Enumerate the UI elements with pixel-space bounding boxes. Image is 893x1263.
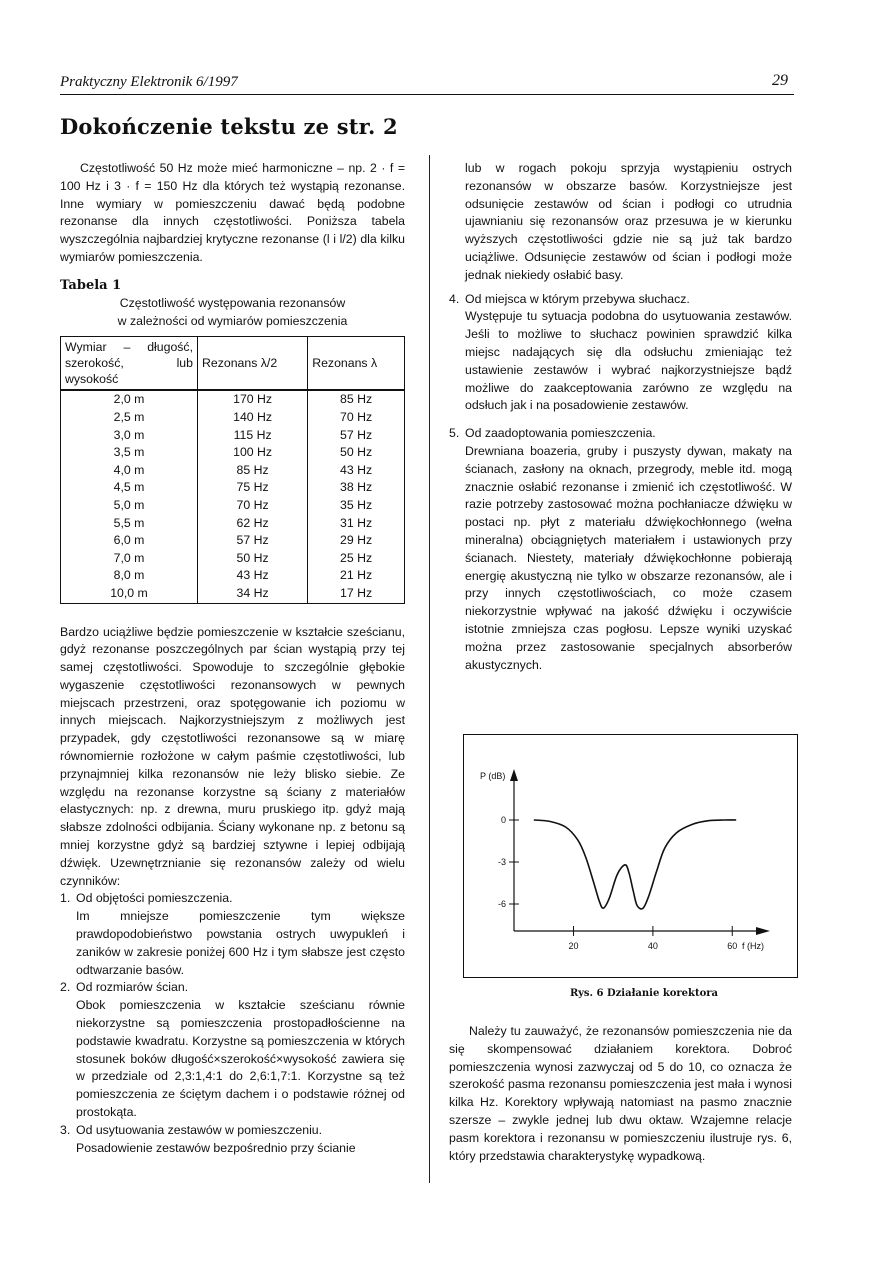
table-row <box>61 479 405 497</box>
list-number: 1. <box>60 891 71 906</box>
list-number: 3. <box>60 1122 71 1137</box>
table-body <box>61 390 405 603</box>
closing-paragraph: Należy tu zauważyć, że rezonansów pomieszczenia nie da się skompensować działaniem korektora. Dobroć pomieszczenia wynosi zazwyczaj od 5 do 10, co oznacza że szerokość pasma rezonansu pomieszczenia jest mała i wynosi kilka Hz. Korektory wpływają natomiast na pasmo znacznie szersze – zwykle jednej lub dwu oktaw. Wzajemne relacje pasm korektora i rezonansu w pomieszczeniu ilustruje rys. 6, który przedstawia charakterystykę wypadkową. <box>449 1024 792 1163</box>
x-axis-label: f (Hz) <box>742 941 764 951</box>
cell-resonance-full: 57 Hz <box>308 427 405 445</box>
cell-dimension: 2,5 m <box>61 409 198 427</box>
x-tick-label: 40 <box>647 941 658 951</box>
resonance-table <box>60 336 405 603</box>
list-item <box>60 1122 405 1158</box>
cell-resonance-full: 17 Hz <box>308 585 405 603</box>
cell-resonance-half: 57 Hz <box>198 532 308 550</box>
table-caption-line-2: w zależności od wymiarów pomieszczenia <box>117 313 348 328</box>
table-row <box>61 390 405 409</box>
x-tick-label: 20 <box>568 941 579 951</box>
list-body: Drewniana boazeria, gruby i puszysty dywan, makaty na ścianach, zasłony na oknach, przegrody, meble itd. mogą znacznie osłabić rezonanse i zmienić ich częstotliwość. W razie potrzeby zastosować można pochłaniacze dźwięku w postaci np. płyt z materiału dźwiękochłonnego (wełna mineralna) obciągniętych materiałem i ustawionych przy ścianach. Niestety, materiały dźwiękochłonne pobierają energię akustyczną nie tylko w obszarze rezonansów, ale i przy innych częstotliwościach, co może czasem niekorzystnie wpływać na jakość dźwięku i oczywiście istotnie zmniejsza czas pogłosu. Lepsze wyniki uzyskać można przez zastosowanie specjalnych absorberów akustycznych. <box>465 443 792 672</box>
table-row <box>61 444 405 462</box>
table-row <box>61 532 405 550</box>
right-column <box>449 160 792 674</box>
cell-resonance-half: 170 Hz <box>198 390 308 409</box>
cell-resonance-full: 31 Hz <box>308 515 405 533</box>
x-axis-arrow <box>756 927 770 935</box>
list-heading: Od objętości pomieszczenia. <box>76 891 233 906</box>
header-resonance-full: Rezonans λ <box>308 337 405 391</box>
list-item <box>60 979 405 1121</box>
list-heading: Od usytuowania zestawów w pomieszczeniu. <box>76 1122 323 1137</box>
cell-dimension: 2,0 m <box>61 390 198 409</box>
cell-dimension: 8,0 m <box>61 567 198 585</box>
table-row <box>61 462 405 480</box>
response-curve <box>534 820 736 909</box>
table-row <box>61 497 405 515</box>
equalizer-chart <box>464 735 797 977</box>
cell-resonance-full: 29 Hz <box>308 532 405 550</box>
cell-resonance-full: 43 Hz <box>308 462 405 480</box>
table-row <box>61 550 405 568</box>
cell-dimension: 3,5 m <box>61 444 198 462</box>
continuation-paragraph: lub w rogach pokoju sprzyja wystąpieniu ostrych rezonansów w obszarze basów. Korzystniejsze jest odsunięcie zestawów od ścian i podłogi co utrudnia ujawnianiu się rezonansów oraz przesuwa je w kierunku wyższych częstotliwości gdzie nie są już tak bardzo uciążliwe. Odsunięcie zestawów od ścian i podłogi może jednak niekiedy osłabić basy. <box>465 161 792 282</box>
cell-dimension: 5,0 m <box>61 497 198 515</box>
cell-resonance-half: 34 Hz <box>198 585 308 603</box>
x-tick-label: 60 <box>727 941 738 951</box>
cell-dimension: 3,0 m <box>61 427 198 445</box>
header-resonance-half: Rezonans λ/2 <box>198 337 308 391</box>
list-item <box>449 291 792 416</box>
cell-resonance-full: 70 Hz <box>308 409 405 427</box>
cell-dimension: 5,5 m <box>61 515 198 533</box>
table-row <box>61 427 405 445</box>
cell-dimension: 10,0 m <box>61 585 198 603</box>
table-caption-line-1: Częstotliwość występowania rezonansów <box>119 295 346 310</box>
closing-paragraph-block <box>449 1023 792 1165</box>
list-heading: Od rozmiarów ścian. <box>76 980 189 995</box>
list-heading: Od zaadoptowania pomieszczenia. <box>465 426 656 441</box>
y-axis-label: P (dB) <box>480 771 506 781</box>
list-item <box>60 890 405 979</box>
y-tick-label: -3 <box>497 857 506 867</box>
list-body: Posadowienie zestawów bezpośrednio przy ścianie <box>76 1140 356 1155</box>
cell-resonance-half: 70 Hz <box>198 497 308 515</box>
list-number: 2. <box>60 980 71 995</box>
cell-resonance-half: 43 Hz <box>198 567 308 585</box>
table-row <box>61 515 405 533</box>
cell-dimension: 4,0 m <box>61 462 198 480</box>
list-body: Obok pomieszczenia w kształcie sześcianu równie niekorzystne są pomieszczenia prostopadłościenne na podstawie kwadratu. Korzystne są pomieszczenia w których stosunek boków długość×szerokość×wysokość zawiera się w przedziale od 2,3:1,4:1 do 2,6:1,7:1. Korzystne są też pomieszczenia ze ściętym dachem i o podstawie różnej od prostokąta. <box>76 998 405 1120</box>
list-heading: Od miejsca w którym przebywa słuchacz. <box>465 291 690 306</box>
header-dimension: Wymiar – długość, szerokość, lub wysokość <box>61 337 198 391</box>
table-label: Tabela 1 <box>60 277 122 293</box>
list-item <box>449 425 792 674</box>
journal-header: Praktyczny Elektronik 6/1997 <box>60 74 238 90</box>
cell-resonance-half: 100 Hz <box>198 444 308 462</box>
table-row <box>61 585 405 603</box>
cell-resonance-half: 85 Hz <box>198 462 308 480</box>
header-rule <box>60 94 794 95</box>
left-column <box>60 160 405 1157</box>
table-row <box>61 409 405 427</box>
cell-resonance-half: 140 Hz <box>198 409 308 427</box>
article-title: Dokończenie tekstu ze str. 2 <box>60 114 398 139</box>
cell-resonance-half: 62 Hz <box>198 515 308 533</box>
cell-resonance-full: 50 Hz <box>308 444 405 462</box>
cell-resonance-full: 21 Hz <box>308 567 405 585</box>
list-number: 4. <box>449 291 460 306</box>
paragraph-cube-rooms: Bardzo uciążliwe będzie pomieszczenie w kształcie sześcianu, gdyż rezonanse poszczególnych par ścian wystąpią przy tej samej częstotliwości. Spowoduje to szczególnie głębokie wygaszenie częstotliwości rezonansowych w pewnych miejscach przestrzeni, oraz spotęgowanie ich poziomu w innych miejscach. Najkorzystniejszym z możliwych jest przypadek, gdy częstotliwości rezonansowe są w miarę równomiernie rozłożone w całym paśmie częstotliwości, lub przynajmniej kilka rezonansów nie leży blisko siebie. Ze względu na rezonanse korzystne są ściany z materiałów elastycznych: np. z drewna, muru pruskiego itp. gdyż mają słabsze zdolności odbijania. Ściany wykonane np. z betonu są mniej korzystne gdyż są bardziej sztywne i lepiej odbijają dźwięk. Uzewnętrznianie się rezonansów zależy od wielu czynników: <box>60 624 405 888</box>
cell-resonance-full: 25 Hz <box>308 550 405 568</box>
y-tick-label: -6 <box>497 899 506 909</box>
cell-resonance-half: 75 Hz <box>198 479 308 497</box>
cell-dimension: 6,0 m <box>61 532 198 550</box>
list-number: 5. <box>449 426 460 441</box>
cell-resonance-half: 115 Hz <box>198 427 308 445</box>
cell-resonance-full: 38 Hz <box>308 479 405 497</box>
figure-caption: Rys. 6 Działanie korektora <box>569 988 719 999</box>
cell-resonance-full: 85 Hz <box>308 390 405 409</box>
equalizer-chart-frame <box>463 734 798 978</box>
y-axis-arrow <box>510 769 518 781</box>
list-body: Występuje tu sytuacja podobna do usytuowania zestawów. Jeśli to możliwe to słuchacz powinien sprawdzić kilka miejsc nadających się dla odsłuchu zmieniając też ustawienie zestawów i wybrać najkorzystniejsze bądź możliwe do zaakceptowania zarówno ze względu na odsłuch jak i na posadowienie zestawów. <box>465 309 792 413</box>
cell-dimension: 4,5 m <box>61 479 198 497</box>
cell-resonance-full: 35 Hz <box>308 497 405 515</box>
list-body: Im mniejsze pomieszczenie tym większe prawdopodobieństwo powstania ostrych uwypukleń i zaników w zakresie poniżej 600 Hz i tym słabsze jest często odtwarzanie basów. <box>76 909 405 977</box>
y-tick-label: 0 <box>500 815 506 825</box>
cell-dimension: 7,0 m <box>61 550 198 568</box>
intro-paragraph: Częstotliwość 50 Hz może mieć harmoniczne – np. 2 · f = 100 Hz i 3 · f = 150 Hz dla których też wystąpią rezonanse. Inne wymiary w pomieszczeniu dawać będą podobne rezonanse dla innych częstotliwości. Poniższa tabela wyszczególnia najbardziej krytyczne rezonanse (l i l/2) dla kilku wymiarów pomieszczenia. <box>60 161 405 264</box>
column-divider <box>429 155 430 1183</box>
table-row <box>61 567 405 585</box>
page-number: 29 <box>772 72 788 89</box>
cell-resonance-half: 50 Hz <box>198 550 308 568</box>
table-header-row <box>61 337 405 391</box>
